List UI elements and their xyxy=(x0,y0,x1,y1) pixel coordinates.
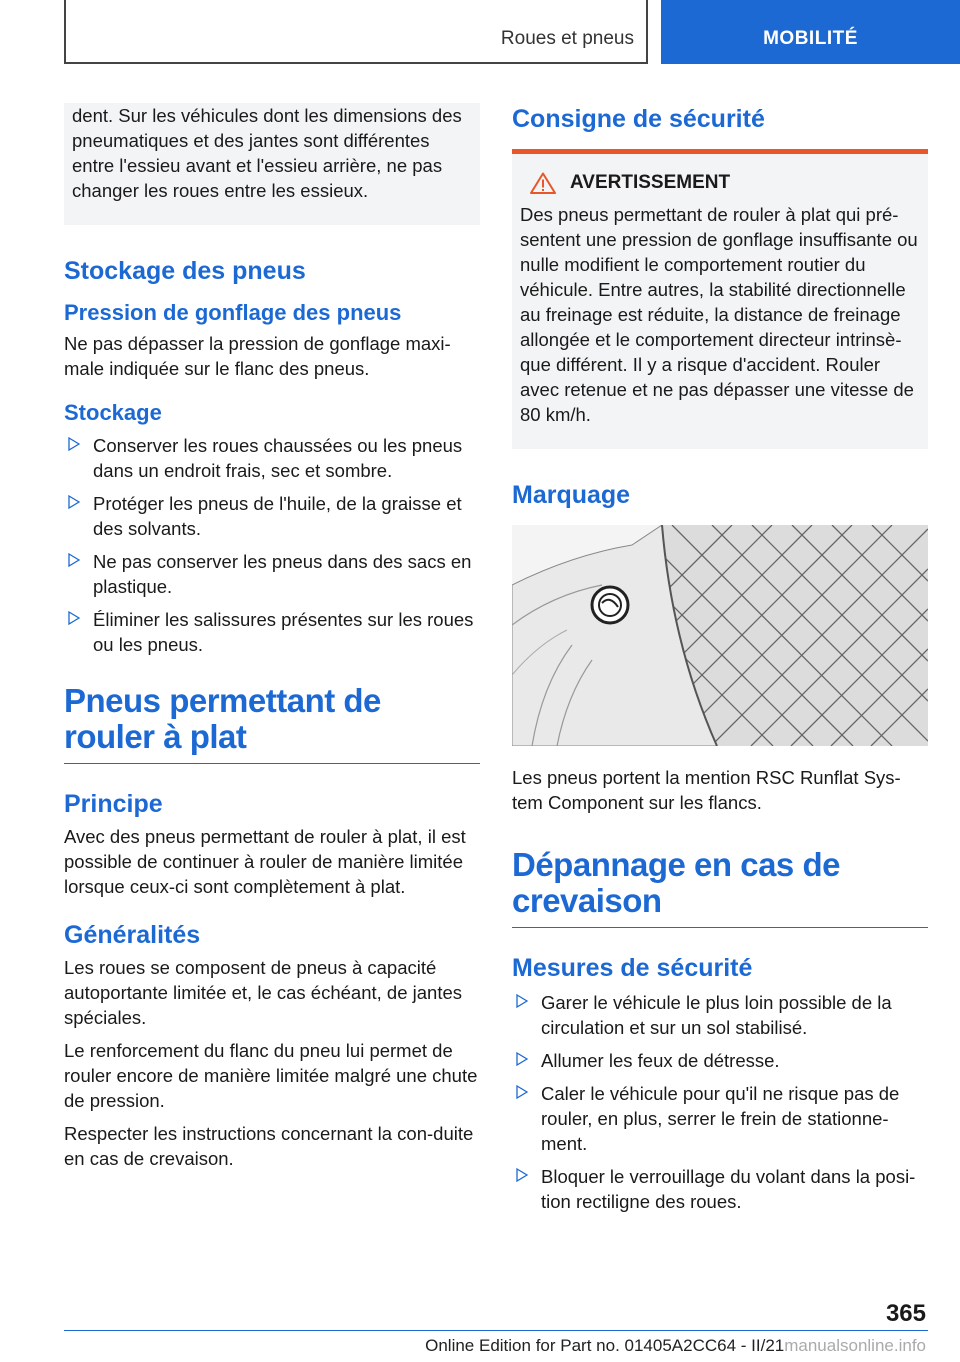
marquage-heading: Marquage xyxy=(512,481,631,509)
footer-rule xyxy=(64,1330,928,1331)
list-item xyxy=(64,607,480,657)
list-item xyxy=(512,1164,928,1214)
generalites-paragraph: Le renforcement du flanc du pneu lui permet de rouler encore de manière limitée malgré une chute de pression. xyxy=(64,1040,478,1111)
principe-heading: Principe xyxy=(64,790,163,818)
generalites-paragraph: Respecter les instructions concernant la con-duite en cas de crevaison. xyxy=(64,1123,474,1169)
bullet-triangle-icon xyxy=(68,553,80,567)
brand-watermark: manualsonline.info xyxy=(784,1336,926,1355)
continued-note-text: dent. Sur les véhicules dont les dimensions des pneumatiques et des jantes sont différentes entre l'essieu avant et l'essieu arrière, ne pas changer les roues entre les essieux. xyxy=(72,105,462,201)
tire-sidewall-illustration xyxy=(512,525,928,746)
list-item-text: Protéger les pneus de l'huile, de la graisse et des solvants. xyxy=(93,493,462,539)
footer-edition-line xyxy=(425,1336,926,1356)
left-column xyxy=(64,103,480,1171)
warning-header xyxy=(520,172,920,194)
list-item xyxy=(512,1048,928,1073)
bullet-triangle-icon xyxy=(516,1052,528,1066)
storage-heading: Stockage des pneus xyxy=(64,257,306,285)
continued-note-box xyxy=(64,103,480,225)
list-item-text: Conserver les roues chaussées ou les pneus dans un endroit frais, sec et sombre. xyxy=(93,435,463,481)
bullet-triangle-icon xyxy=(68,611,80,625)
warning-box xyxy=(512,149,928,449)
header-chapter-tab: MOBILITÉ xyxy=(661,0,960,64)
list-item-text: Garer le véhicule le plus loin possible de la circulation et sur un sol stabilisé. xyxy=(541,992,892,1038)
safety-heading: Consigne de sécurité xyxy=(512,105,765,133)
breakdown-heading: Dépannage en cas de crevaison xyxy=(512,847,928,928)
list-item xyxy=(512,990,928,1040)
bullet-triangle-icon xyxy=(516,1168,528,1182)
header-section-title: Roues et pneus xyxy=(500,28,634,49)
generalites-paragraph: Les roues se composent de pneus à capacité autoportante limitée et, le cas échéant, de jantes spéciales. xyxy=(64,957,463,1028)
pressure-text: Ne pas dépasser la pression de gonflage maxi-male indiquée sur le flanc des pneus. xyxy=(64,333,451,379)
stockage-heading: Stockage xyxy=(64,400,162,425)
generalites-heading: Généralités xyxy=(64,921,201,949)
warning-text: Des pneus permettant de rouler à plat qui pré-sentent une pression de gonflage insuffisante ou nulle modifient le comportement routier du véhicule. Entre autres, la stabilité directionnelle au freinage est réduite, la distance de freinage allongée et le comportement directeur intrinsè-que différent. Il y a risque d'accident. Rouler avec retenue et ne pas dépasser une vitesse de 80 km/h. xyxy=(520,204,918,425)
list-item xyxy=(64,549,480,599)
page-number: 365 xyxy=(885,1300,926,1327)
mesures-heading: Mesures de sécurité xyxy=(512,954,753,982)
warning-triangle-icon xyxy=(530,172,556,194)
bullet-triangle-icon xyxy=(516,1085,528,1099)
bullet-triangle-icon xyxy=(68,437,80,451)
list-item-text: Bloquer le verrouillage du volant dans la posi-tion rectiligne des roues. xyxy=(541,1166,916,1212)
right-column xyxy=(512,103,928,1222)
list-item-text: Caler le véhicule pour qu'il ne risque pas de rouler, en plus, serrer le frein de stationne-ment. xyxy=(541,1083,900,1154)
warning-label: AVERTISSEMENT xyxy=(570,172,731,193)
stockage-list xyxy=(64,433,480,657)
principe-text: Avec des pneus permettant de rouler à plat, il est possible de continuer à rouler de manière limitée lorsque ceux-ci sont complètement à plat. xyxy=(64,826,466,897)
pressure-heading: Pression de gonflage des pneus xyxy=(64,300,402,325)
list-item xyxy=(512,1081,928,1156)
bullet-triangle-icon xyxy=(68,495,80,509)
edition-text: Online Edition for Part no. 01405A2CC64 - II/21 xyxy=(425,1336,785,1355)
list-item-text: Allumer les feux de détresse. xyxy=(541,1050,780,1071)
bullet-triangle-icon xyxy=(516,994,528,1008)
runflat-heading: Pneus permettant de rouler à plat xyxy=(64,683,480,764)
mesures-list xyxy=(512,990,928,1214)
list-item-text: Éliminer les salissures présentes sur les roues ou les pneus. xyxy=(93,609,474,655)
list-item xyxy=(64,491,480,541)
list-item xyxy=(64,433,480,483)
list-item-text: Ne pas conserver les pneus dans des sacs en plastique. xyxy=(93,551,472,597)
marquage-text: Les pneus portent la mention RSC Runflat Sys-tem Component sur les flancs. xyxy=(512,767,901,813)
